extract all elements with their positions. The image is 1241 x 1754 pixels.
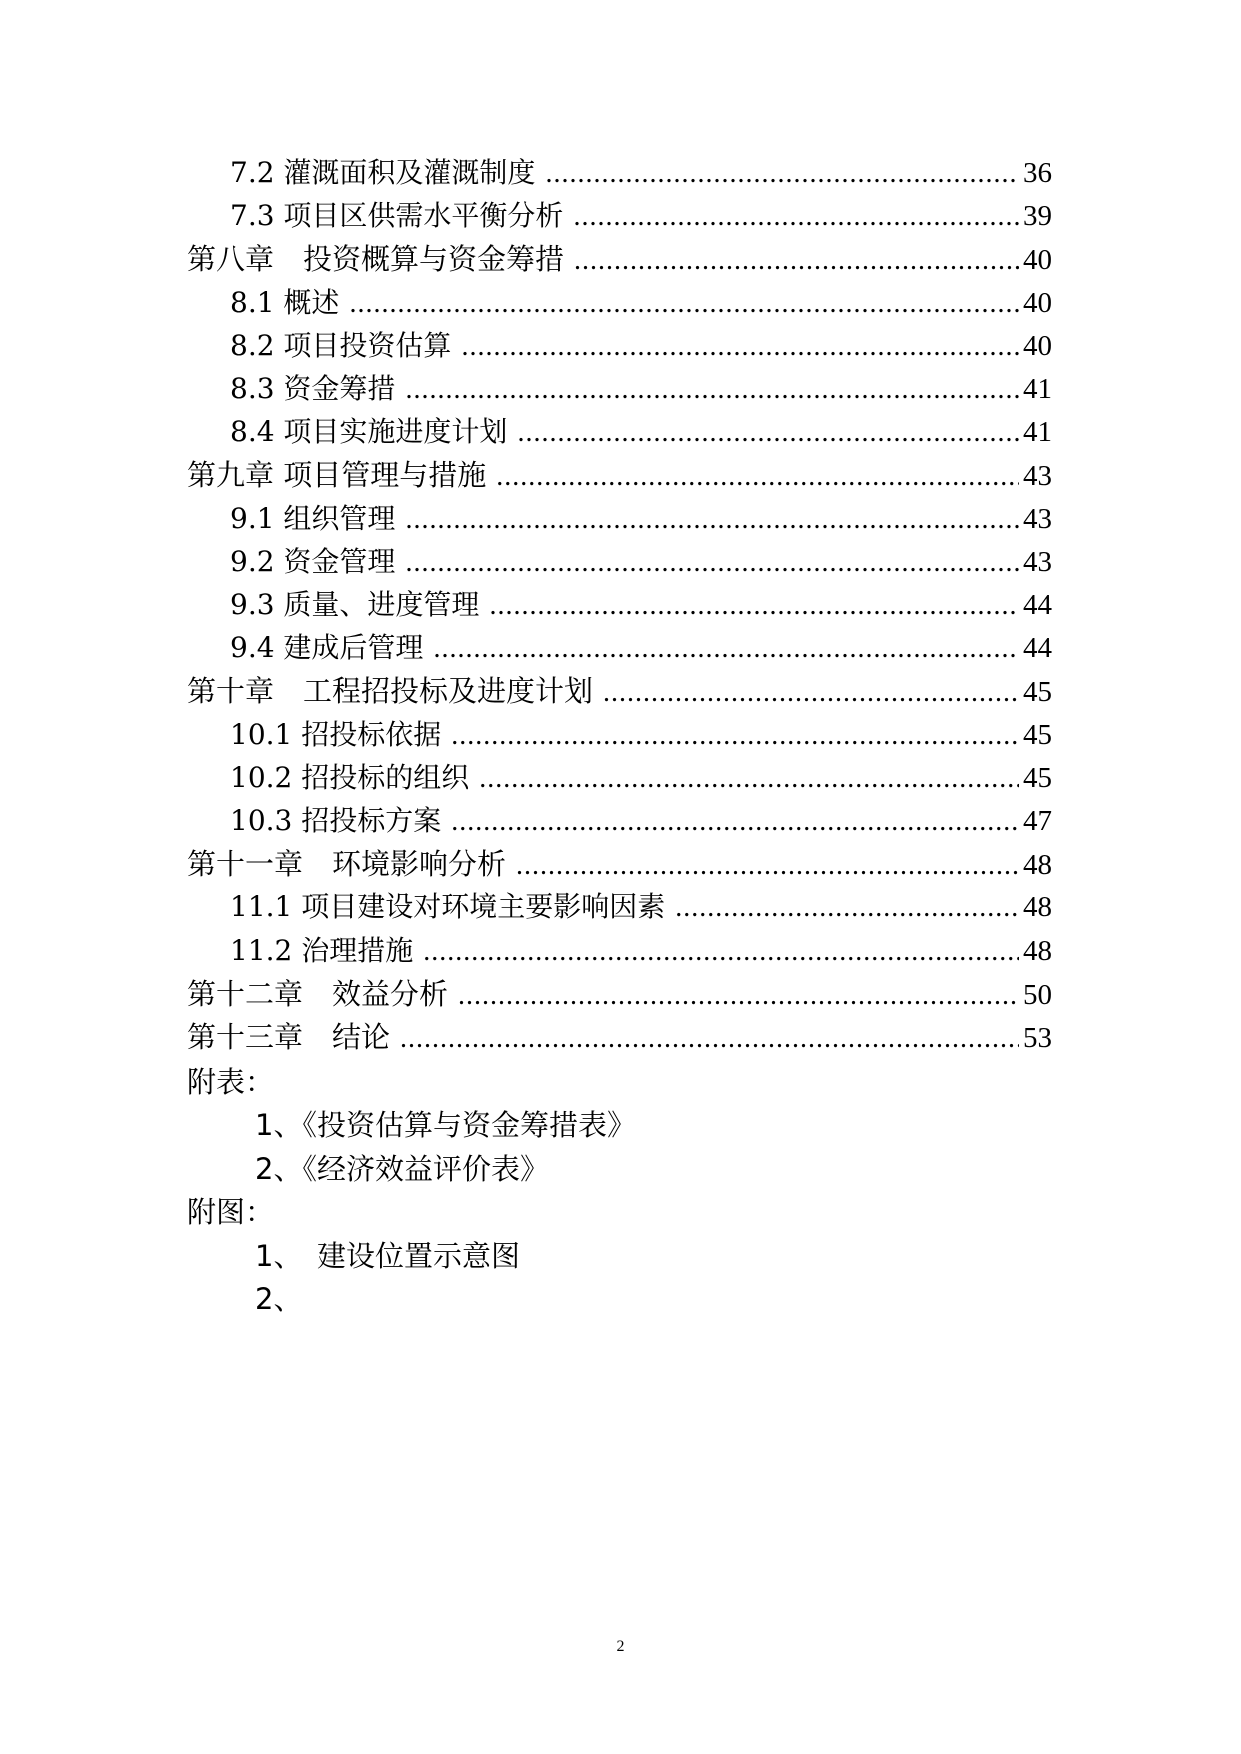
toc-entry-page: 47 — [1023, 805, 1052, 837]
appendix-table-item: 1、《投资估算与资金筹措表》 — [255, 1108, 636, 1142]
toc-entry-page: 48 — [1023, 935, 1052, 967]
toc-entry-page: 43 — [1023, 546, 1052, 578]
toc-entry-label: 第十三章 结论 — [187, 1020, 391, 1054]
toc-dot-leader — [574, 241, 1019, 281]
toc-chapter-entry[interactable] — [187, 239, 1052, 279]
toc-section-entry[interactable] — [230, 758, 1052, 798]
toc-section-entry[interactable] — [230, 153, 1052, 193]
toc-chapter-entry[interactable] — [187, 455, 1052, 495]
toc-entry-page: 50 — [1023, 979, 1052, 1011]
toc-entry-label: 11.1 项目建设对环境主要影响因素 — [230, 890, 666, 923]
toc-entry-page: 43 — [1023, 503, 1052, 535]
toc-entry-page: 53 — [1023, 1022, 1052, 1054]
toc-entry-page: 41 — [1023, 373, 1052, 405]
toc-section-entry[interactable] — [230, 196, 1052, 236]
toc-entry-page: 39 — [1023, 200, 1052, 232]
toc-chapter-entry[interactable] — [187, 844, 1052, 884]
toc-entry-label: 8.4 项目实施进度计划 — [230, 415, 508, 448]
toc-section-entry[interactable] — [230, 887, 1052, 927]
toc-entry-page: 48 — [1023, 891, 1052, 923]
toc-dot-leader — [423, 932, 1019, 972]
toc-entry-page: 45 — [1023, 719, 1052, 751]
toc-entry-label: 10.1 招投标依据 — [230, 718, 442, 751]
toc-dot-leader — [433, 629, 1019, 669]
toc-entry-label: 7.2 灌溉面积及灌溉制度 — [230, 156, 536, 189]
toc-entry-label: 第八章 投资概算与资金筹措 — [187, 242, 565, 276]
toc-dot-leader — [458, 976, 1019, 1016]
toc-dot-leader — [496, 457, 1019, 497]
toc-section-entry[interactable] — [230, 326, 1052, 366]
toc-dot-leader — [451, 802, 1019, 842]
appendix-table-item: 2、《经济效益评价表》 — [255, 1152, 549, 1186]
toc-section-entry[interactable] — [230, 585, 1052, 625]
toc-entry-page: 44 — [1023, 632, 1052, 664]
toc-dot-leader — [489, 586, 1019, 626]
toc-dot-leader — [405, 500, 1019, 540]
toc-section-entry[interactable] — [230, 499, 1052, 539]
toc-entry-page: 40 — [1023, 330, 1052, 362]
toc-entry-page: 40 — [1023, 287, 1052, 319]
toc-entry-page: 45 — [1023, 676, 1052, 708]
toc-entry-label: 10.3 招投标方案 — [230, 804, 442, 837]
toc-entry-page: 45 — [1023, 762, 1052, 794]
toc-dot-leader — [573, 197, 1019, 237]
toc-entry-page: 44 — [1023, 589, 1052, 621]
toc-dot-leader — [451, 716, 1019, 756]
page-number: 2 — [616, 1638, 625, 1655]
appendix-figure-item: 2、 — [255, 1282, 303, 1316]
appendix-tables-heading: 附表： — [187, 1065, 275, 1099]
toc-entry-label: 8.1 概述 — [230, 286, 340, 319]
toc-section-entry[interactable] — [230, 283, 1052, 323]
toc-entry-label: 第十一章 环境影响分析 — [187, 847, 507, 881]
toc-dot-leader — [516, 846, 1019, 886]
toc-dot-leader — [400, 1019, 1019, 1059]
toc-entry-label: 9.1 组织管理 — [230, 502, 396, 535]
toc-entry-page: 43 — [1023, 460, 1052, 492]
toc-dot-leader — [603, 673, 1019, 713]
toc-entry-label: 第十章 工程招投标及进度计划 — [187, 674, 594, 708]
toc-section-entry[interactable] — [230, 715, 1052, 755]
toc-entry-page: 36 — [1023, 157, 1052, 189]
toc-dot-leader — [405, 543, 1019, 583]
toc-section-entry[interactable] — [230, 801, 1052, 841]
toc-section-entry[interactable] — [230, 369, 1052, 409]
toc-dot-leader — [517, 413, 1019, 453]
toc-dot-leader — [545, 154, 1019, 194]
toc-dot-leader — [349, 284, 1019, 324]
toc-entry-label: 10.2 招投标的组织 — [230, 761, 470, 794]
toc-section-entry[interactable] — [230, 628, 1052, 668]
toc-dot-leader — [675, 888, 1019, 928]
appendix-figures-heading: 附图： — [187, 1195, 275, 1229]
toc-entry-page: 48 — [1023, 849, 1052, 881]
toc-entry-label: 9.3 质量、进度管理 — [230, 588, 480, 621]
toc-entry-page: 41 — [1023, 416, 1052, 448]
toc-section-entry[interactable] — [230, 542, 1052, 582]
toc-dot-leader — [461, 327, 1019, 367]
toc-section-entry[interactable] — [230, 931, 1052, 971]
toc-entry-page: 40 — [1023, 244, 1052, 276]
appendix-figure-item: 1、 建设位置示意图 — [255, 1239, 520, 1273]
toc-entry-label: 8.3 资金筹措 — [230, 372, 396, 405]
toc-entry-label: 9.4 建成后管理 — [230, 631, 424, 664]
toc-entry-label: 第十二章 效益分析 — [187, 977, 449, 1011]
toc-entry-label: 第九章 项目管理与措施 — [187, 458, 487, 492]
toc-chapter-entry[interactable] — [187, 974, 1052, 1014]
toc-chapter-entry[interactable] — [187, 1017, 1052, 1057]
toc-dot-leader — [405, 370, 1019, 410]
toc-dot-leader — [479, 759, 1019, 799]
toc-entry-label: 7.3 项目区供需水平衡分析 — [230, 199, 564, 232]
toc-entry-label: 8.2 项目投资估算 — [230, 329, 452, 362]
toc-section-entry[interactable] — [230, 412, 1052, 452]
toc-entry-label: 11.2 治理措施 — [230, 934, 414, 967]
toc-chapter-entry[interactable] — [187, 671, 1052, 711]
toc-entry-label: 9.2 资金管理 — [230, 545, 396, 578]
